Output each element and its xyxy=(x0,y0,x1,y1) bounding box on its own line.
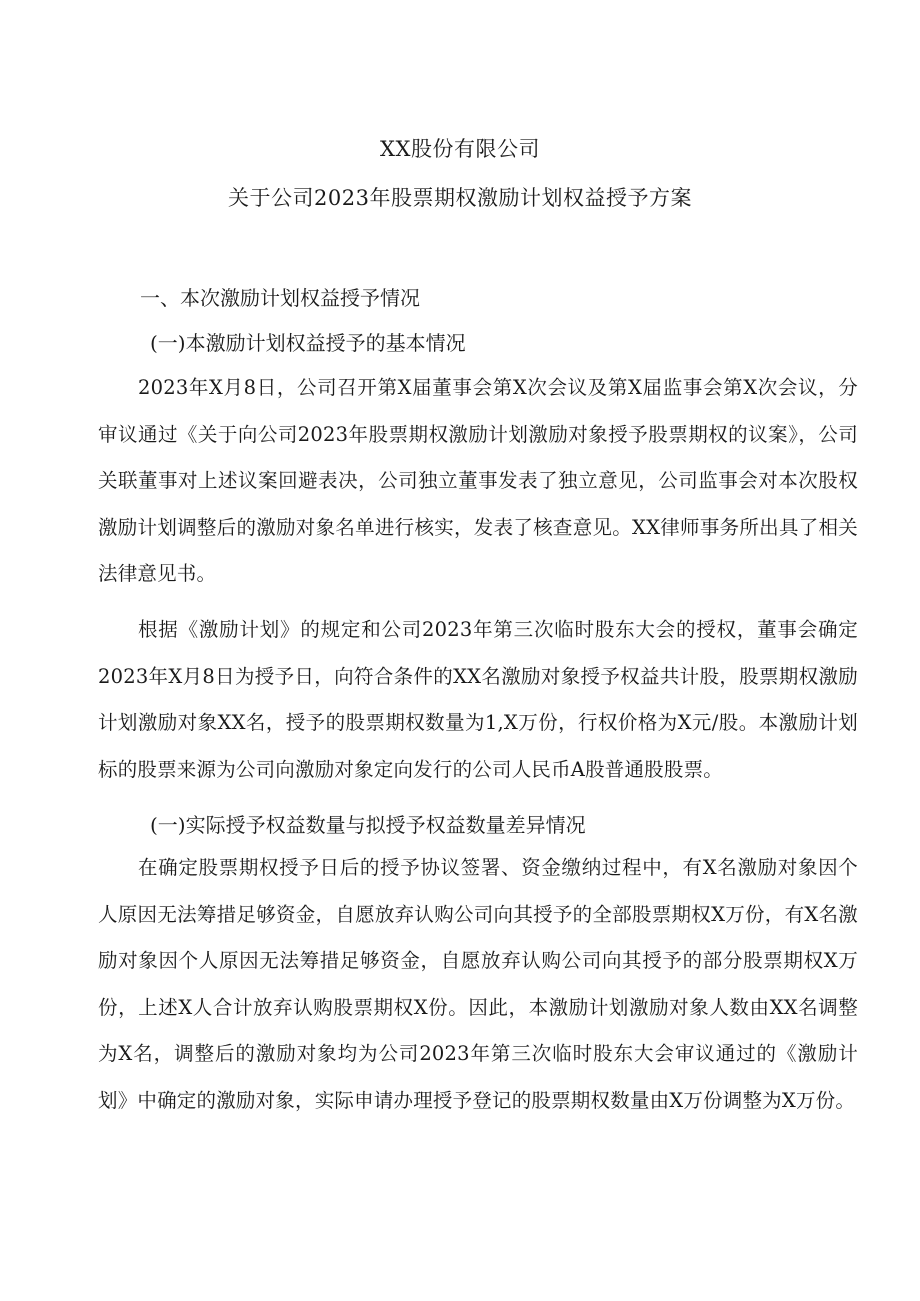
subsection-1-heading: (一)本激励计划权益授予的基本情况 xyxy=(150,331,466,355)
document-title-subject: 关于公司2023年股票期权激励计划权益授予方案 xyxy=(228,186,692,210)
paragraph-3: 在确定股票期权授予日后的授予协议签署、资金缴纳过程中，有X名激励对象因个人原因无法筹措足够资金，自愿放弃认购公司向其授予的全部股票期权X万份，有X名激励对象因个人原因无法筹措足够资金，自愿放弃认购公司向其授予的部分股票期权X万份，上述X人合计放弃认购股票期权X份。因此，本激励计划激励对象人数由XX名调整为X名，调整后的激励对象均为公司2023年第三次临时股东大会审议通过的《激励计划》中确定的激励对象，实际申请办理授予登记的股票期权数量由X万份调整为X万份。 xyxy=(98,856,858,1112)
subsection-2-heading: (一)实际授予权益数量与拟授予权益数量差异情况 xyxy=(150,813,586,837)
paragraph-1: 2023年X月8日，公司召开第X届董事会第X次会议及第X届监事会第X次会议，分审议通过《关于向公司2023年股票期权激励计划激励对象授予股票期权的议案》，公司关联董事对上述议案回避表决，公司独立董事发表了独立意见，公司监事会对本次股权激励计划调整后的激励对象名单进行核实，发表了核查意见。XX律师事务所出具了相关法律意见书。 xyxy=(98,376,858,585)
paragraph-2: 根据《激励计划》的规定和公司2023年第三次临时股东大会的授权，董事会确定2023年X月8日为授予日，向符合条件的XX名激励对象授予权益共计股，股票期权激励计划激励对象XX名，授予的股票期权数量为1,X万份，行权价格为X元/股。本激励计划标的股票来源为公司向激励对象定向发行的公司人民币A股普通股股票。 xyxy=(98,618,858,781)
document-title-company: XX股份有限公司 xyxy=(380,137,540,161)
section-1-heading: 一、本次激励计划权益授予情况 xyxy=(140,286,420,310)
